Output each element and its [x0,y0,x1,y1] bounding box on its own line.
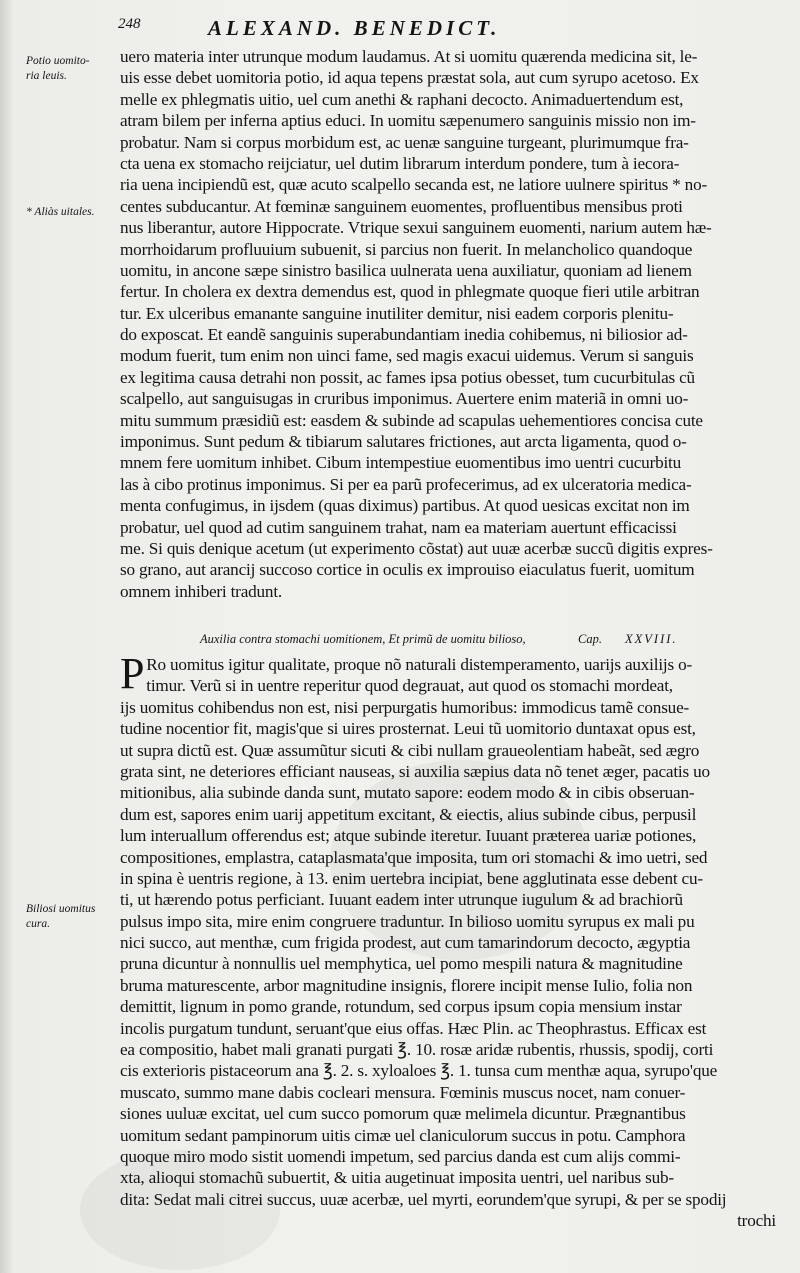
text-line: scalpello, aut sanguisugas in cruribus imponimus. Auertere enim materiã in omni uo- [120,389,689,409]
text-line: nici succo, aut menthæ, cum frigida prodest, aut cum tamarindorum decocto, ægyptia [120,933,691,953]
margin-note-line: Potio uomito- [26,55,90,67]
margin-note-line: * Aliàs uitales. [26,206,95,218]
text-line: nus liberantur, autore Hippocrate. Vtrique sexui sanguinem euomenti, narium autem hæ- [120,218,712,238]
text-line: imponimus. Sunt pedum & tibiarum salutares frictiones, aut arcta ligamenta, quod o- [120,432,687,452]
text-line: bruma maturescente, arbor magnitudine insignis, florere incipit mense Iulio, folia non [120,975,693,995]
text-line: probatur, uel quod ad cutim sanguinem trahat, nam ea materiam auertunt efficacissi [120,517,677,537]
text-line: mnem fere uomitum inhibet. Cibum intempestiue euomentibus imo uentri cucurbitu [120,453,682,473]
text-line: me. Si quis denique acetum (ut experimento cõstat) aut uuæ acerbæ succũ digitis expres- [120,538,713,558]
text-line: omnem inhiberi tradunt. [120,581,282,601]
text-line: quoque miro modo sistit uomendi impetum, sed parcius danda est cum alijs commi- [120,1147,681,1166]
opening-lines [120,654,776,697]
chapter-cap-label: Cap. [578,632,602,646]
text-line: pulsus impo sita, mire enim congruere traduntur. In bilioso uomitu syrupus ex mali pu [120,911,695,931]
text-line: grata sint, ne deteriores efficiant nauseas, si auxilia sæpius data nõ tenet æger, pacatis uo [120,761,710,781]
text-line: xta, alioqui stomachũ subuertit, & uitia augetinuat imposita uentri, uel naribus sub- [120,1168,674,1188]
margin-note-line: cura. [26,918,50,930]
margin-note-alias [26,205,116,220]
text-line: incolis purgatum tundunt, seruant'que eius offas. Hæc Plin. ac Theophrastus. Efficax est [120,1018,707,1038]
page-number: 248 [118,16,141,32]
running-head: ALEXAND. BENEDICT. [208,16,501,40]
text-line: cta uena ex stomacho reijciatur, uel dutim librarum interdum pondere, tum à iecora- [120,153,680,173]
text-line: ria uena incipiendũ est, quæ acuto scalpello secanda est, ne latiore uulnere spiritus * no- [120,175,707,195]
text-line: uomitu, in ancone sæpe sinistro basilica uulnerata uena auxiliatur, quoniam ad lienem [120,260,692,280]
text-line: Ro uomitus igitur qualitate, proque nõ naturali distemperamento, uarijs auxilijs o- [146,655,692,674]
text-line: muscato, summo mane dabis cocleari mensura. Fœminis muscus nocet, nam conuer- [120,1082,686,1102]
text-line: mitu summum præsidiũ est: easdem & subinde ad scapulas uehementiores concisa cute [120,410,703,430]
text-line: las à cibo protinus imponimus. Si per ea parũ profecerimus, ad ex ulceratoria medica- [120,474,692,494]
text-line: uero materia inter utrunque modum laudamus. At si uomitu quærenda medicina sit, le- [120,47,698,66]
chapter-heading [200,632,770,652]
body-text-section-2 [120,654,776,1232]
text-line: demittit, lignum in pomo grande, rotundum, sed corpus ipsum copia mensium instar [120,997,682,1017]
margin-note-potio [26,54,116,84]
text-line: modum fuerit, tum enim non uinci fame, sed magis exacui uidemus. Verum si sanguis [120,346,694,366]
text-line: morrhoidarum profluuium subuenit, si parcius non fuerit. In melancholico quandoque [120,239,693,259]
text-line: mitionibus, alia subinde danda sunt, mutato sapore: eodem modo & in cibis obseruan- [120,783,695,803]
text-line: dum est, sapores enim uarij appetitum excitant, & eiectis, alius subinde cibus, perpusil [120,804,697,824]
text-line: siones uuluæ excitat, uel cum succo pomorum quæ melimela dicuntur. Prægnantibus [120,1104,686,1124]
margin-note-line: Biliosi uomitus [26,903,96,915]
text-line: ex legitima causa detrahi non possit, ac fames ipsa potius obesset, tum cucurbitulas cũ [120,367,695,387]
text-line: tudine nocentior fit, magis'que si uires prosternat. Leui tũ uomitorio duntaxat opus est, [120,719,696,739]
text-line: fertur. In cholera ex dextra demendus est, quod in phlegmate quoque fieri utile arbitran [120,282,700,302]
text-line: dita: Sedat mali citrei succus, uuæ acerbæ, uel myrti, eorundem'que syrupi, & per se spodij [120,1189,727,1209]
text-line: do exposcat. Et eandẽ sanguinis superabundantiam inedia cohibemus, ni biliosior ad- [120,325,688,345]
margin-note-biliosi [26,902,116,932]
text-line: probatur. Nam si corpus morbidum est, ac uenæ sanguine turgeant, plurimumque fra- [120,132,689,152]
text-line: uomitum sedant pampinorum uitis cimæ uel claniculorum succus in potu. Camphora [120,1125,686,1145]
text-line: ut supra dictũ est. Quæ assumũtur sicuti & cibi nullam graueolentiam habeãt, sed ægro [120,740,700,760]
page-header [118,16,788,42]
drop-capital: P [120,654,145,697]
text-line: ti, ut hærendo potus perficiant. Iuuant eadem inter utrunque iugulum & ad brachiorũ [120,890,683,910]
chapter-number: XXVIII. [625,632,678,646]
chapter-title: Auxilia contra stomachi uomitionem, Et primũ de uomitu bilioso, [200,632,526,646]
body-text-section-1 [120,46,776,602]
text-line: in spina è uentris regione, à 13. enim uertebra incipiat, bene agglutinata esse debent cu- [120,868,703,888]
text-line: ea compositio, habet mali granati purgati ℥. 10. rosæ aridæ rubentis, rhussis, spodij, corti [120,1040,714,1060]
text-line: ijs uomitus cohibendus non est, nisi perpurgatis humoribus: immodicus tamẽ consue- [120,697,690,717]
text-line: pruna dicuntur à nonnullis uel memphytica, uel pomo mespili natura & magnitudine [120,954,683,974]
text-line: lum interuallum offerendus est; atque subinde iteretur. Iuuant præterea uariæ potiones, [120,826,697,846]
catchword: trochi [737,1211,776,1231]
text-line: centes subducantur. At fœminæ sanguinem euomentes, profluentibus mensibus proti [120,196,683,216]
text-line: melle ex phlegmatis uitio, uel cum anethi & raphani decocto. Animaduertendum est, [120,89,684,109]
text-line: cis exterioris pistaceorum ana ℥. 2. s. xyloaloes ℥. 1. tunsa cum menthæ aqua, syrupo'que [120,1061,718,1081]
text-line: so grano, aut arancij succoso cortice in oculis ex improuiso eiaculatus fuerit, uomitum [120,560,695,580]
text-line: timur. Verũ si in uentre reperitur quod degrauat, aut quod os stomachi mordeat, [146,676,673,696]
text-line: atram bilem per inferna aptius educi. In uomitu sæpenumero sanguinis missio non im- [120,111,696,131]
margin-note-line: ria leuis. [26,70,67,82]
text-line: uis esse debet uomitoria potio, id aqua tepens præstat sola, aut cum syrupo acetoso. Ex [120,68,699,88]
text-line: menta confugimus, in ijsdem (quas diximus) partibus. At quod uesicas excitat non im [120,496,690,516]
text-line: compositiones, emplastra, cataplasmata'que imposita, tum ori stomachi & imo uetri, sed [120,847,708,867]
text-line: tur. Ex ulceribus emanante sanguine inutiliter demitur, nisi eadem corporis plenitu- [120,303,674,323]
